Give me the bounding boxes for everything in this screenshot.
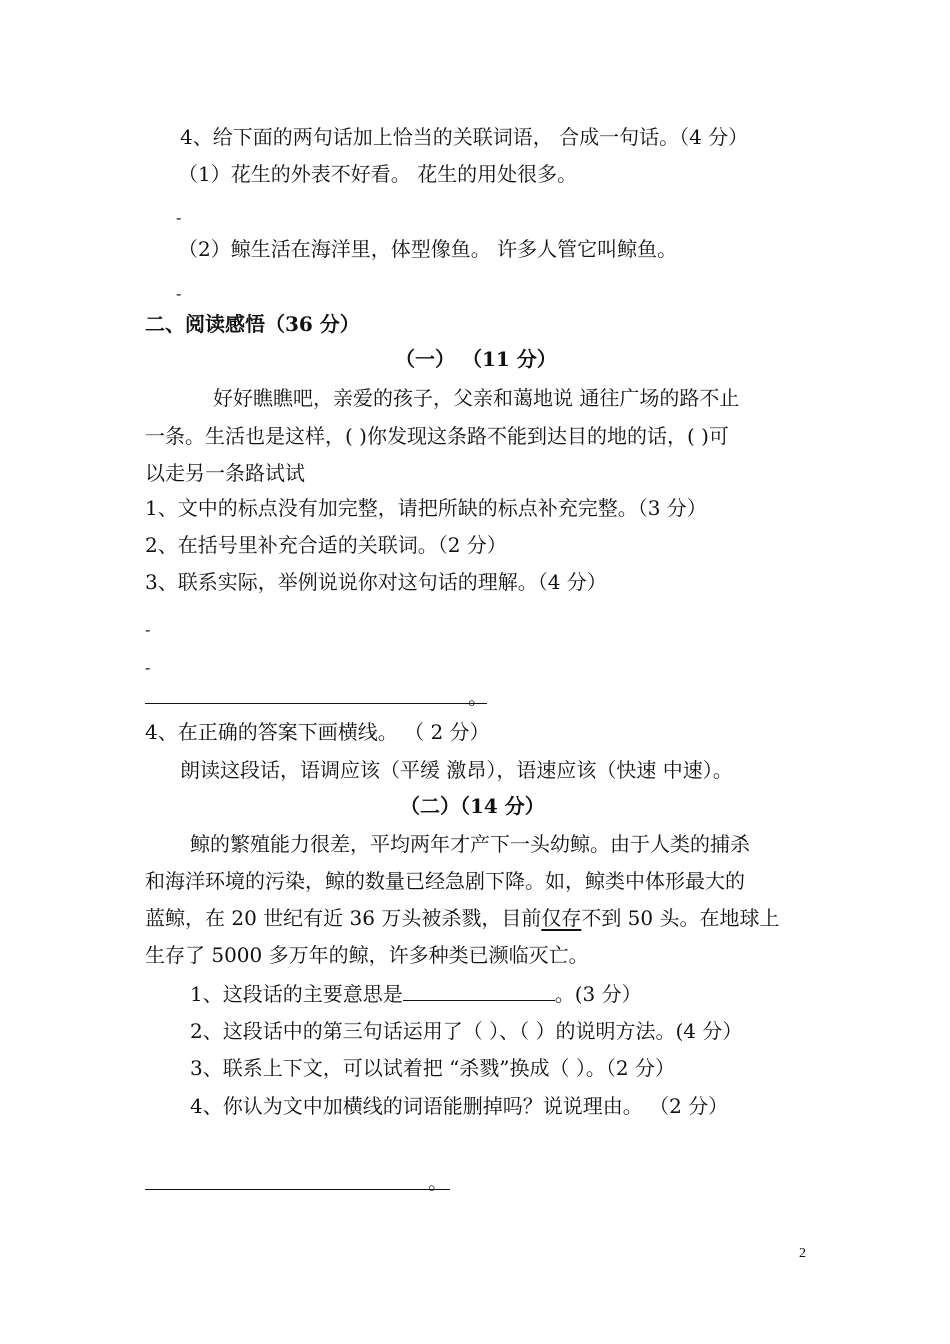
part2-question-3: 3、联系上下文，可以试着把 “杀戮”换成（ ）。（2 分） (190, 1056, 675, 1080)
answer-dash: - (145, 620, 151, 639)
part1-passage-line: 一条。生活也是这样，( )你发现这条路不能到达目的地的话，( )可 (145, 424, 729, 448)
part2-question-2: 2、这段话中的第三句话运用了（ ）、（ ）的说明方法。(4 分） (190, 1019, 743, 1043)
answer-dash: - (145, 658, 151, 677)
part1-heading: （一） （11 分） (395, 347, 557, 371)
q4-title: 4、给下面的两句话加上恰当的关联词语， 合成一句话。（4 分） (180, 125, 749, 149)
page-number: 2 (799, 1246, 806, 1261)
section-heading: 二、阅读感悟（36 分） (145, 312, 360, 336)
part1-question-3: 3、联系实际，举例说说你对这句话的理解。（4 分） (145, 570, 607, 594)
part1-passage-line: 以走另一条路试试 (145, 461, 305, 485)
question-text: 。(3 分） (554, 982, 642, 1006)
part2-question-4: 4、你认为文中加横线的词语能删掉吗？说说理由。 （2 分） (190, 1094, 729, 1118)
answer-line-end-mark: 。 (428, 1170, 448, 1194)
q4-item-2: （2）鲸生活在海洋里，体型像鱼。 许多人管它叫鲸鱼。 (178, 237, 678, 261)
answer-line-end-mark: 。 (468, 685, 488, 709)
part2-passage-line: 鲸的繁殖能力很差，平均两年才产下一头幼鲸。由于人类的捕杀 (190, 832, 750, 856)
part1-passage-line: 好好瞧瞧吧，亲爱的孩子，父亲和蔼地说 通往广场的路不止 (213, 386, 740, 410)
answer-line (145, 703, 487, 704)
part2-question-1 (190, 980, 642, 1008)
passage-text: 不到 50 头。在地球上 (581, 906, 780, 930)
question-text: 1、这段话的主要意思是 (190, 982, 403, 1006)
underlined-word: 仅存 (541, 906, 582, 930)
part1-question-4-line: 朗读这段话，语调应该（平缓 激昂），语速应该（快速 中速）。 (180, 758, 733, 782)
part1-question-1: 1、文中的标点没有加完整，请把所缺的标点补充完整。（3 分） (145, 496, 707, 520)
answer-line (145, 1189, 450, 1190)
part2-heading: （二）（14 分） (400, 794, 545, 818)
part2-passage-line (145, 904, 780, 932)
q4-item-1: （1）花生的外表不好看。 花生的用处很多。 (178, 162, 578, 186)
passage-text: 蓝鲸，在 20 世纪有近 36 万头被杀戮，目前 (145, 906, 542, 930)
fill-blank[interactable] (403, 980, 555, 1001)
part2-passage-line: 和海洋环境的污染，鲸的数量已经急剧下降。如，鲸类中体形最大的 (145, 869, 745, 893)
part1-question-2: 2、在括号里补充合适的关联词。（2 分） (145, 533, 507, 557)
answer-dash: - (176, 284, 182, 303)
part1-question-4: 4、在正确的答案下画横线。 （ 2 分） (145, 720, 490, 744)
answer-dash: - (176, 208, 182, 227)
part2-passage-line: 生存了 5000 多万年的鲸，许多种类已濒临灭亡。 (145, 943, 589, 967)
